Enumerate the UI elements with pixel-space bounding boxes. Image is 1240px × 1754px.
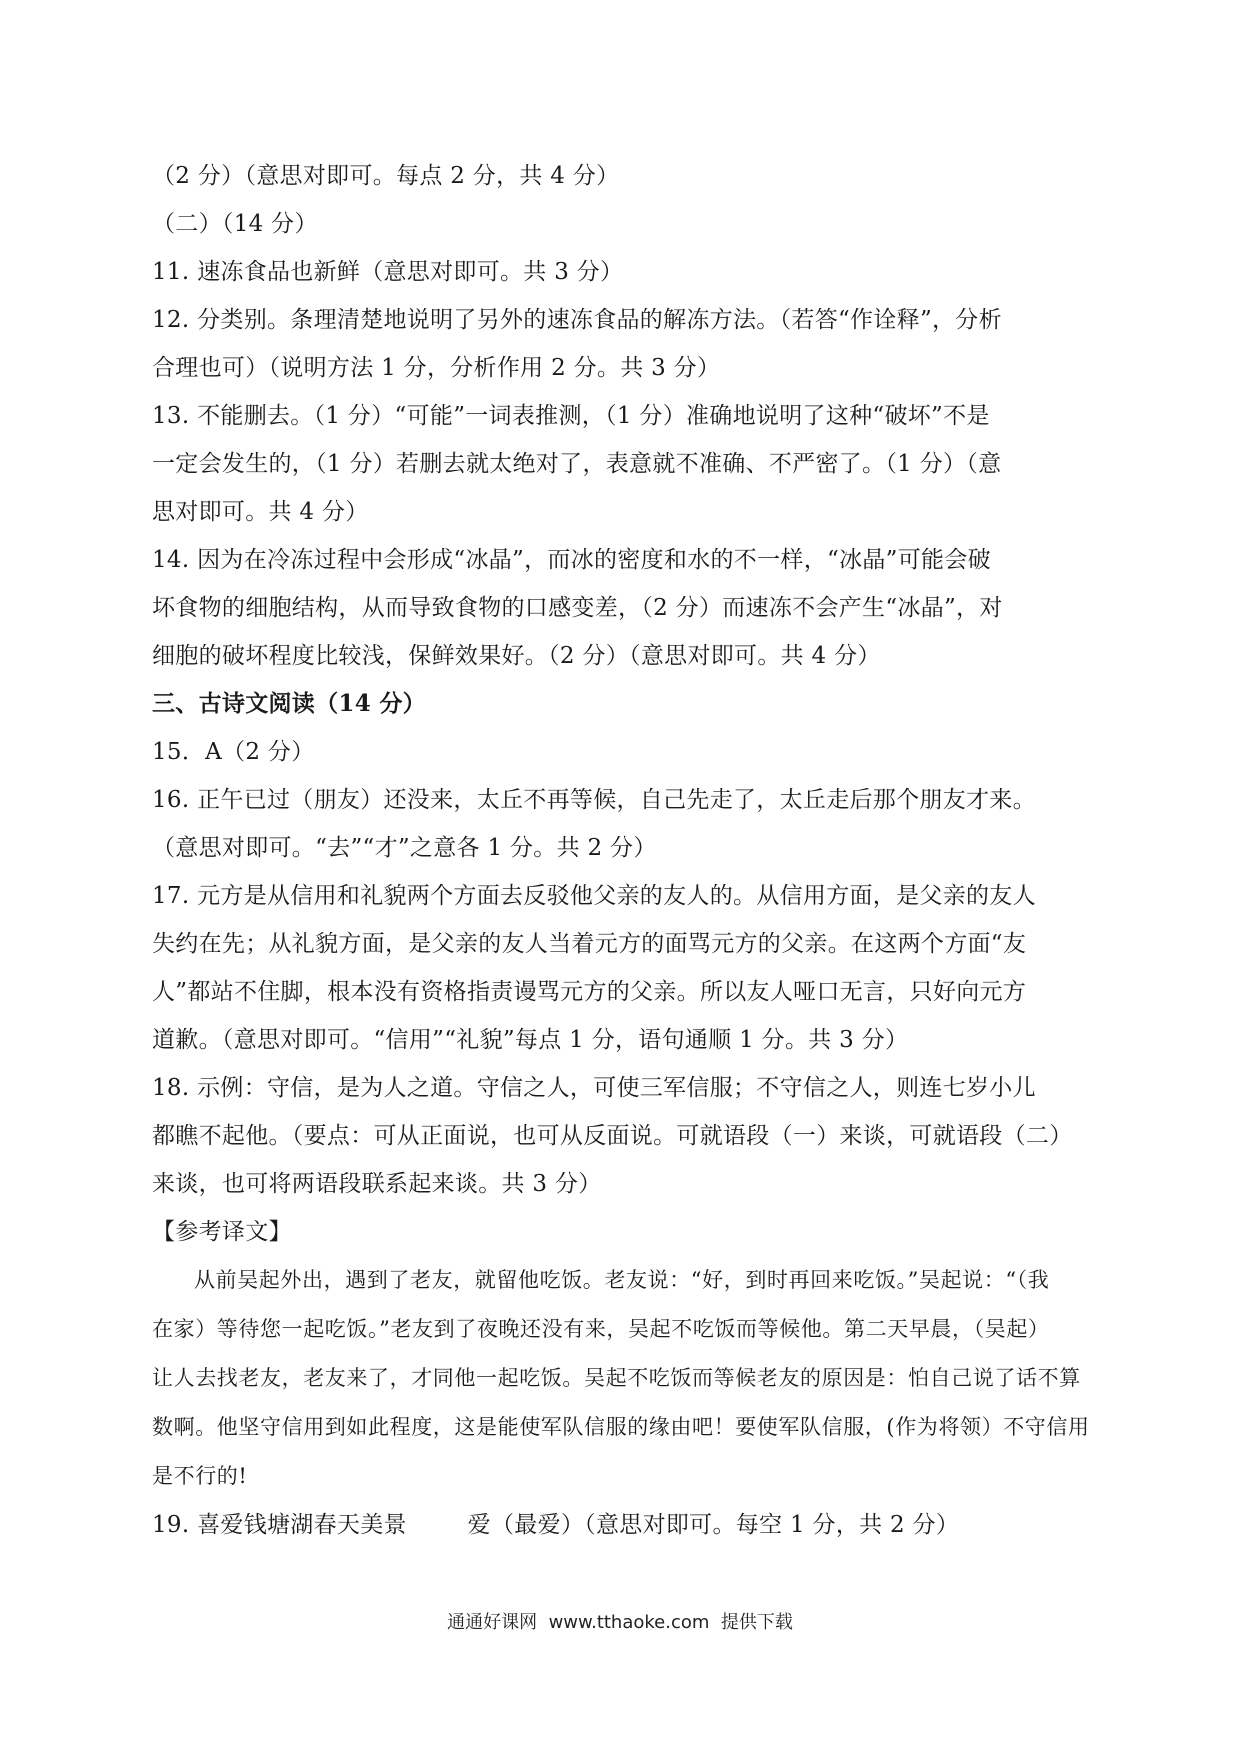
answer-content <box>152 152 1092 1549</box>
answer-line: 来谈，也可将两语段联系起来谈。共 3 分） <box>152 1171 602 1197</box>
answer-line: 17. 元方是从信用和礼貌两个方面去反驳他父亲的友人的。从信用方面，是父亲的友人 <box>152 883 1036 909</box>
answer-line: 14. 因为在冷冻过程中会形成“冰晶”，而冰的密度和水的不一样，“冰晶”可能会破 <box>152 547 991 573</box>
answer-line: 18. 示例：守信，是为人之道。守信之人，可使三军信服；不守信之人，则连七岁小儿 <box>152 1075 1036 1101</box>
answer-line: （2 分）（意思对即可。每点 2 分，共 4 分） <box>152 163 620 189</box>
translation-line: 从前吴起外出，遇到了老友，就留他吃饭。老友说：“好，到时再回来吃饭。”吴起说：“（我 <box>194 1268 1050 1292</box>
answer-line: 16. 正午已过（朋友）还没来，太丘不再等候，自己先走了，太丘走后那个朋友才来。 <box>152 787 1036 813</box>
answer-line: 道歉。（意思对即可。“信用”“礼貌”每点 1 分，语句通顺 1 分。共 3 分） <box>152 1027 909 1053</box>
answer-line: （意思对即可。“去”“才”之意各 1 分。共 2 分） <box>152 835 657 861</box>
answer-line: 11. 速冻食品也新鲜（意思对即可。共 3 分） <box>152 259 624 285</box>
translation-line: 是不行的! <box>152 1464 248 1488</box>
answer-line: 12. 分类别。条理清楚地说明了另外的速冻食品的解冻方法。（若答“作诠释”，分析 <box>152 307 1002 333</box>
translation-line: 让人去找老友，老友来了，才同他一起吃饭。吴起不吃饭而等候老友的原因是：怕自己说了话不算 <box>152 1366 1081 1390</box>
answer-line: 思对即可。共 4 分） <box>152 499 369 525</box>
answer-line: （二）（14 分） <box>152 211 318 237</box>
answer-line: 一定会发生的，（1 分）若删去就太绝对了，表意就不准确、不严密了。（1 分）（意 <box>152 451 1002 477</box>
translation-line: 数啊。他坚守信用到如此程度，这是能使军队信服的缘由吧！要使军队信服，(作为将领）不守信用 <box>152 1415 1090 1439</box>
answer-line: 都瞧不起他。（要点：可从正面说，也可从反面说。可就语段（一）来谈，可就语段（二） <box>152 1123 1073 1149</box>
answer-line: 合理也可）（说明方法 1 分，分析作用 2 分。共 3 分） <box>152 355 721 381</box>
answer-line: 细胞的破坏程度比较浅，保鲜效果好。（2 分）（意思对即可。共 4 分） <box>152 643 881 669</box>
translation-heading: 【参考译文】 <box>152 1219 292 1245</box>
answer-line: 15．A（2 分） <box>152 739 315 765</box>
answer-line: 人”都站不住脚，根本没有资格指责谩骂元方的父亲。所以友人哑口无言，只好向元方 <box>152 979 1027 1005</box>
footer-source: 通通好课网 www.tthaoke.com 提供下载 <box>447 1612 793 1633</box>
answer-line: 19. 喜爱钱塘湖春天美景 爱（最爱）（意思对即可。每空 1 分，共 2 分） <box>152 1512 960 1538</box>
answer-line: 坏食物的细胞结构，从而导致食物的口感变差，（2 分）而速冻不会产生“冰晶”，对 <box>152 595 1003 621</box>
section-title: 三、古诗文阅读（14 分） <box>152 690 426 717</box>
answer-line: 失约在先；从礼貌方面，是父亲的友人当着元方的面骂元方的父亲。在这两个方面“友 <box>152 931 1027 957</box>
answer-line: 13. 不能删去。（1 分）“可能”一词表推测，（1 分）准确地说明了这种“破坏”不是 <box>152 403 990 429</box>
translation-line: 在家）等待您一起吃饭。”老友到了夜晚还没有来，吴起不吃饭而等候他。第二天早晨，（吴起） <box>152 1317 1050 1341</box>
